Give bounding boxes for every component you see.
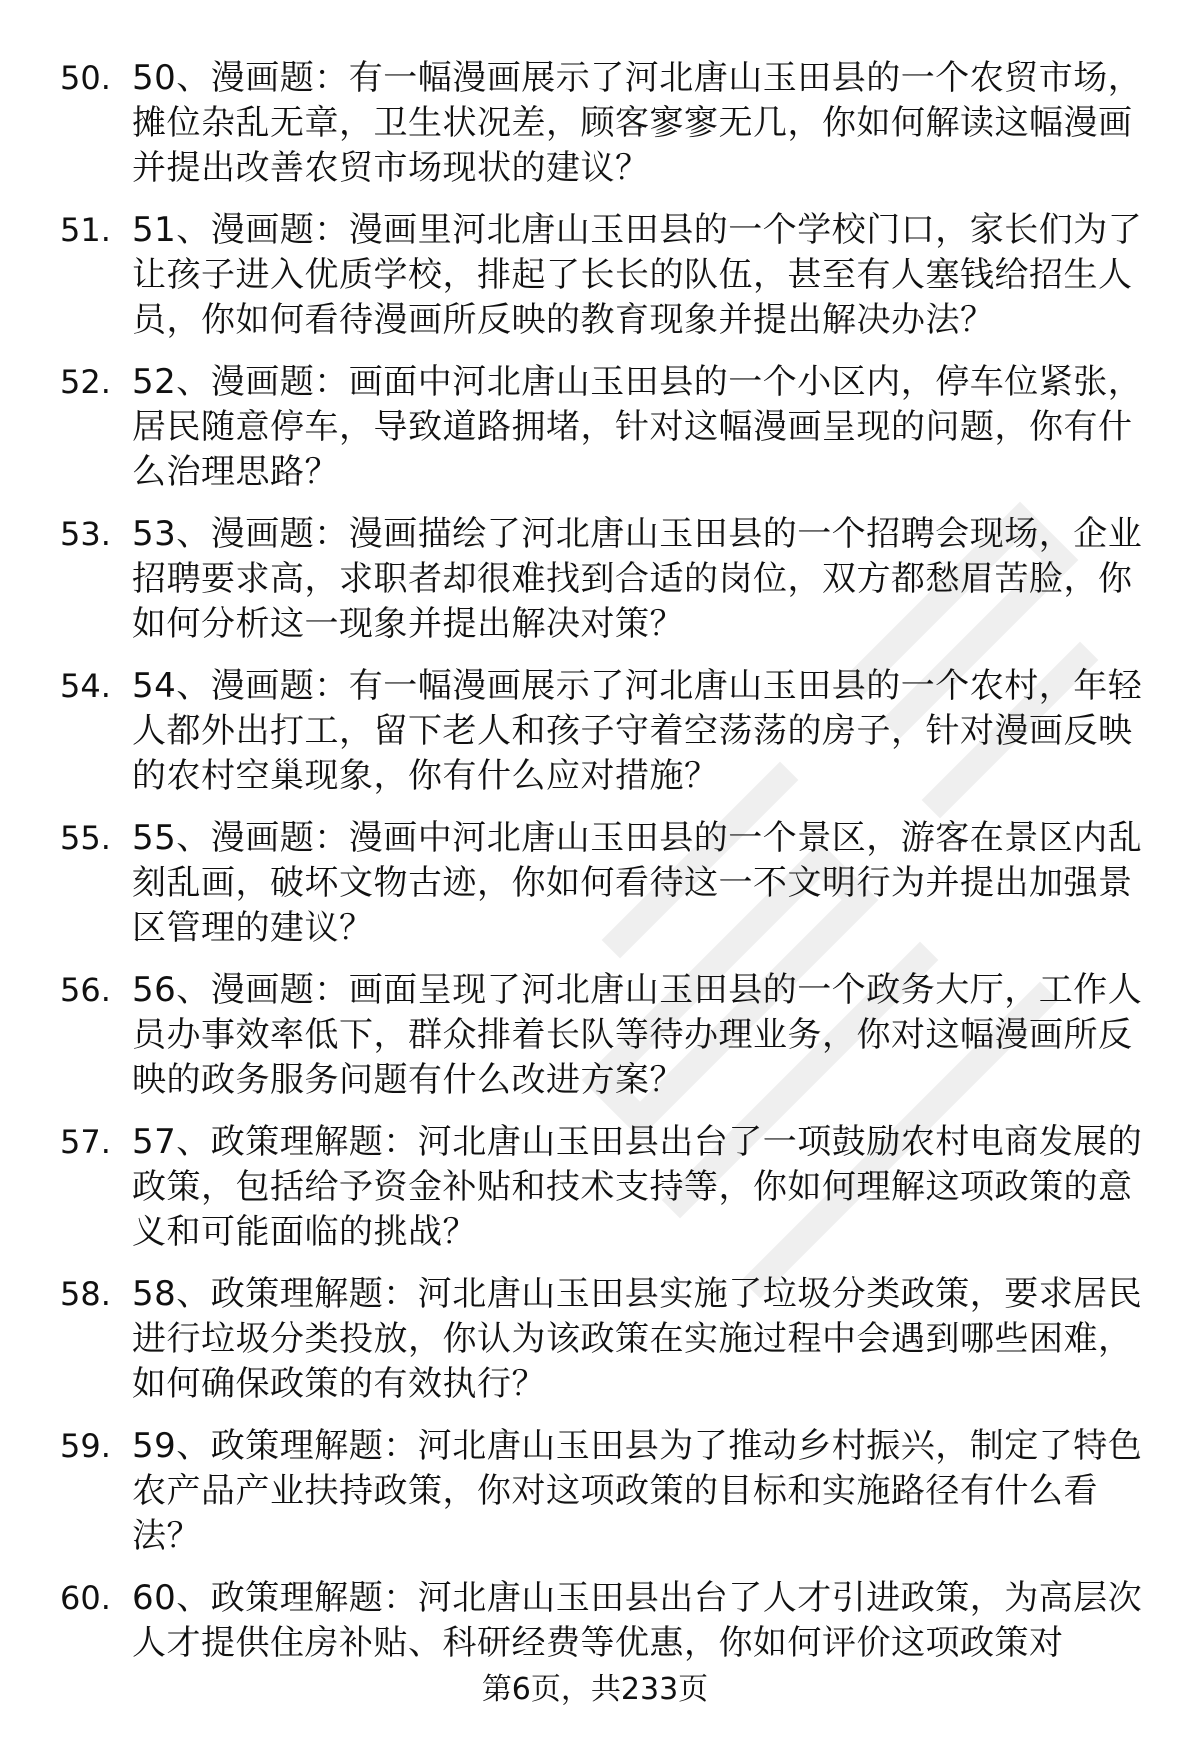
question-number: 51. xyxy=(60,211,111,249)
question-item xyxy=(60,664,1150,816)
question-item xyxy=(60,1272,1150,1424)
question-text: 59、政策理解题：河北唐山玉田县为了推动乡村振兴，制定了特色农产品产业扶持政策，你对这项政策的目标和实施路径有什么看法？ xyxy=(132,1426,1143,1556)
question-number: 53. xyxy=(60,515,111,553)
question-number: 59. xyxy=(60,1427,111,1465)
question-text: 51、漫画题：漫画里河北唐山玉田县的一个学校门口，家长们为了让孩子进入优质学校，排起了长长的队伍，甚至有人塞钱给招生人员，你如何看待漫画所反映的教育现象并提出解决办法？ xyxy=(132,210,1143,340)
question-item xyxy=(60,816,1150,968)
question-text: 57、政策理解题：河北唐山玉田县出台了一项鼓励农村电商发展的政策，包括给予资金补贴和技术支持等，你如何理解这项政策的意义和可能面临的挑战？ xyxy=(132,1122,1143,1252)
question-item xyxy=(60,208,1150,360)
question-number: 52. xyxy=(60,363,111,401)
question-text: 50、漫画题：有一幅漫画展示了河北唐山玉田县的一个农贸市场，摊位杂乱无章，卫生状况差，顾客寥寥无几，你如何解读这幅漫画并提出改善农贸市场现状的建议？ xyxy=(132,58,1143,188)
question-number: 58. xyxy=(60,1275,111,1313)
question-number: 55. xyxy=(60,819,111,857)
page-footer xyxy=(0,1670,1190,1710)
question-number: 54. xyxy=(60,667,111,705)
question-text: 60、政策理解题：河北唐山玉田县出台了人才引进政策，为高层次人才提供住房补贴、科研经费等优惠，你如何评价这项政策对 xyxy=(132,1578,1143,1663)
question-text: 58、政策理解题：河北唐山玉田县实施了垃圾分类政策，要求居民进行垃圾分类投放，你认为该政策在实施过程中会遇到哪些困难，如何确保政策的有效执行？ xyxy=(132,1274,1143,1404)
question-number: 56. xyxy=(60,971,111,1009)
question-item xyxy=(60,512,1150,664)
question-number: 50. xyxy=(60,59,111,97)
question-text: 53、漫画题：漫画描绘了河北唐山玉田县的一个招聘会现场，企业招聘要求高，求职者却很难找到合适的岗位，双方都愁眉苦脸，你如何分析这一现象并提出解决对策？ xyxy=(132,514,1143,644)
question-number: 60. xyxy=(60,1579,111,1617)
question-item xyxy=(60,1424,1150,1576)
question-number: 57. xyxy=(60,1123,111,1161)
question-item xyxy=(60,968,1150,1120)
question-text: 55、漫画题：漫画中河北唐山玉田县的一个景区，游客在景区内乱刻乱画，破坏文物古迹，你如何看待这一不文明行为并提出加强景区管理的建议？ xyxy=(132,818,1143,948)
question-text: 56、漫画题：画面呈现了河北唐山玉田县的一个政务大厅，工作人员办事效率低下，群众排着长队等待办理业务，你对这幅漫画所反映的政务服务问题有什么改进方案？ xyxy=(132,970,1143,1100)
question-item xyxy=(60,360,1150,512)
page-number-label: 第6页，共233页 xyxy=(481,1672,709,1707)
question-text: 52、漫画题：画面中河北唐山玉田县的一个小区内，停车位紧张，居民随意停车，导致道路拥堵，针对这幅漫画呈现的问题，你有什么治理思路？ xyxy=(132,362,1143,492)
question-text: 54、漫画题：有一幅漫画展示了河北唐山玉田县的一个农村，年轻人都外出打工，留下老人和孩子守着空荡荡的房子，针对漫画反映的农村空巢现象，你有什么应对措施？ xyxy=(132,666,1143,796)
question-item xyxy=(60,1120,1150,1272)
question-item xyxy=(60,56,1150,208)
question-list xyxy=(60,56,1150,1728)
